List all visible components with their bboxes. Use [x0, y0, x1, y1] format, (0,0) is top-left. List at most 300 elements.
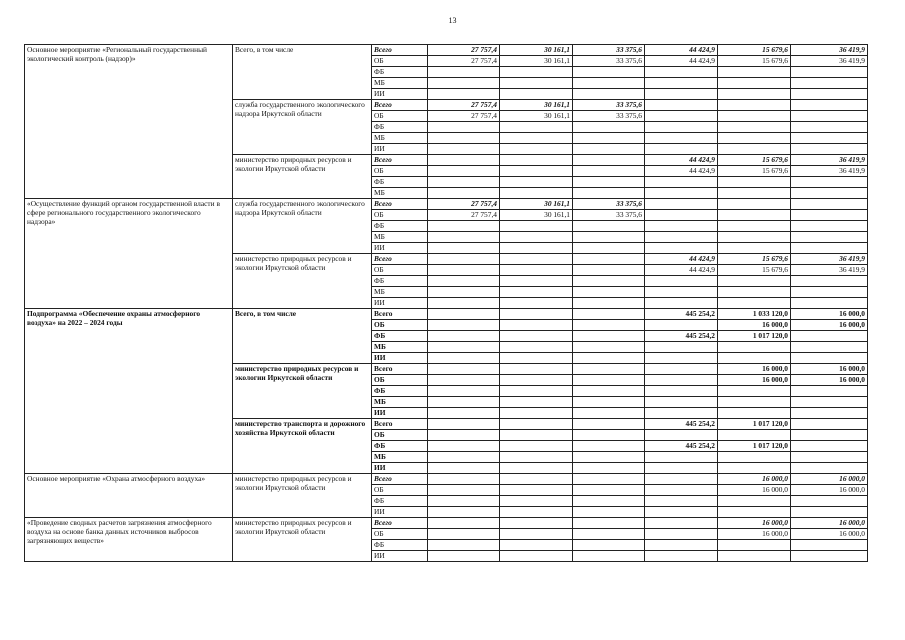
value-cell	[791, 342, 868, 353]
value-cell	[573, 529, 645, 540]
value-cell: 27 757,4	[428, 199, 500, 210]
executor-cell: служба государственного экологического надзора Иркутской области	[233, 199, 372, 254]
value-cell	[718, 144, 791, 155]
funding-source-cell: ОБ	[372, 485, 428, 496]
value-cell	[573, 320, 645, 331]
value-cell	[500, 276, 573, 287]
value-cell: 27 757,4	[428, 56, 500, 67]
value-cell: 16 000,0	[791, 375, 868, 386]
funding-source-cell: ФБ	[372, 496, 428, 507]
value-cell	[573, 144, 645, 155]
value-cell	[645, 100, 718, 111]
value-cell: 33 375,6	[573, 111, 645, 122]
value-cell	[428, 397, 500, 408]
value-cell	[645, 430, 718, 441]
funding-source-cell: МБ	[372, 133, 428, 144]
value-cell: 15 679,6	[718, 166, 791, 177]
funding-source-cell: ФБ	[372, 540, 428, 551]
value-cell: 16 000,0	[791, 364, 868, 375]
value-cell	[500, 309, 573, 320]
value-cell	[573, 551, 645, 562]
value-cell: 445 254,2	[645, 419, 718, 430]
value-cell: 30 161,1	[500, 100, 573, 111]
value-cell	[573, 243, 645, 254]
funding-source-cell: Всего	[372, 474, 428, 485]
value-cell	[573, 463, 645, 474]
value-cell	[500, 298, 573, 309]
value-cell	[428, 133, 500, 144]
value-cell: 36 419,9	[791, 56, 868, 67]
value-cell	[791, 419, 868, 430]
value-cell	[428, 298, 500, 309]
value-cell	[573, 430, 645, 441]
funding-source-cell: Всего	[372, 419, 428, 430]
value-cell	[718, 78, 791, 89]
value-cell	[573, 331, 645, 342]
value-cell	[500, 474, 573, 485]
value-cell	[428, 507, 500, 518]
value-cell	[718, 496, 791, 507]
executor-cell: министерство природных ресурсов и экологии Иркутской области	[233, 474, 372, 518]
funding-source-cell: ФБ	[372, 177, 428, 188]
value-cell	[500, 67, 573, 78]
value-cell: 36 419,9	[791, 166, 868, 177]
value-cell	[500, 496, 573, 507]
value-cell	[791, 221, 868, 232]
value-cell	[573, 188, 645, 199]
value-cell: 15 679,6	[718, 45, 791, 56]
value-cell	[573, 67, 645, 78]
value-cell	[718, 298, 791, 309]
value-cell	[573, 265, 645, 276]
value-cell	[645, 111, 718, 122]
value-cell	[500, 364, 573, 375]
value-cell	[791, 78, 868, 89]
value-cell: 30 161,1	[500, 45, 573, 56]
value-cell	[718, 397, 791, 408]
executor-cell: министерство природных ресурсов и экологии Иркутской области	[233, 364, 372, 419]
value-cell: 16 000,0	[791, 320, 868, 331]
value-cell	[791, 276, 868, 287]
value-cell: 44 424,9	[645, 166, 718, 177]
value-cell	[718, 551, 791, 562]
value-cell: 16 000,0	[791, 485, 868, 496]
value-cell: 36 419,9	[791, 254, 868, 265]
value-cell	[718, 199, 791, 210]
value-cell	[645, 221, 718, 232]
value-cell: 36 419,9	[791, 155, 868, 166]
value-cell	[645, 89, 718, 100]
value-cell	[500, 353, 573, 364]
value-cell	[428, 452, 500, 463]
value-cell	[428, 122, 500, 133]
value-cell	[573, 474, 645, 485]
value-cell	[718, 100, 791, 111]
executor-cell: министерство природных ресурсов и экологии Иркутской области	[233, 518, 372, 562]
value-cell	[718, 89, 791, 100]
budget-table	[24, 44, 868, 562]
value-cell	[428, 254, 500, 265]
funding-source-cell: ИИ	[372, 243, 428, 254]
value-cell	[718, 452, 791, 463]
value-cell	[791, 89, 868, 100]
value-cell	[645, 243, 718, 254]
funding-source-cell: ФБ	[372, 67, 428, 78]
value-cell	[645, 320, 718, 331]
value-cell	[573, 287, 645, 298]
funding-source-cell: ОБ	[372, 265, 428, 276]
funding-source-cell: Всего	[372, 100, 428, 111]
value-cell	[428, 364, 500, 375]
value-cell	[645, 133, 718, 144]
value-cell	[573, 386, 645, 397]
funding-source-cell: ИИ	[372, 298, 428, 309]
value-cell	[791, 331, 868, 342]
value-cell	[428, 353, 500, 364]
funding-source-cell: ФБ	[372, 221, 428, 232]
value-cell	[428, 177, 500, 188]
value-cell	[500, 386, 573, 397]
value-cell	[500, 122, 573, 133]
value-cell	[500, 529, 573, 540]
value-cell	[428, 518, 500, 529]
value-cell: 33 375,6	[573, 45, 645, 56]
value-cell	[573, 353, 645, 364]
value-cell: 445 254,2	[645, 441, 718, 452]
value-cell	[791, 177, 868, 188]
funding-source-cell: ФБ	[372, 122, 428, 133]
funding-source-cell: ИИ	[372, 408, 428, 419]
value-cell	[645, 342, 718, 353]
value-cell	[573, 397, 645, 408]
value-cell	[573, 78, 645, 89]
value-cell	[500, 408, 573, 419]
value-cell: 33 375,6	[573, 56, 645, 67]
table-row	[25, 199, 868, 210]
value-cell	[573, 540, 645, 551]
value-cell: 27 757,4	[428, 210, 500, 221]
value-cell	[791, 67, 868, 78]
value-cell	[791, 188, 868, 199]
value-cell	[645, 452, 718, 463]
value-cell: 16 000,0	[718, 485, 791, 496]
value-cell	[500, 419, 573, 430]
value-cell	[500, 254, 573, 265]
value-cell	[573, 496, 645, 507]
funding-source-cell: МБ	[372, 452, 428, 463]
funding-source-cell: ИИ	[372, 551, 428, 562]
funding-source-cell: ФБ	[372, 331, 428, 342]
measure-title: Подпрограмма «Обеспечение охраны атмосферного воздуха» на 2022 – 2024 годы	[25, 309, 233, 474]
value-cell	[645, 529, 718, 540]
value-cell	[645, 518, 718, 529]
value-cell	[500, 166, 573, 177]
executor-cell: Всего, в том числе	[233, 45, 372, 100]
funding-source-cell: ОБ	[372, 320, 428, 331]
value-cell	[500, 232, 573, 243]
value-cell	[791, 133, 868, 144]
value-cell	[573, 133, 645, 144]
value-cell	[428, 551, 500, 562]
value-cell	[500, 133, 573, 144]
value-cell	[791, 507, 868, 518]
value-cell	[428, 419, 500, 430]
value-cell	[645, 496, 718, 507]
value-cell	[791, 540, 868, 551]
value-cell	[428, 474, 500, 485]
value-cell	[718, 507, 791, 518]
value-cell	[791, 353, 868, 364]
value-cell	[428, 386, 500, 397]
value-cell	[500, 551, 573, 562]
value-cell: 15 679,6	[718, 254, 791, 265]
value-cell	[645, 287, 718, 298]
funding-source-cell: ОБ	[372, 430, 428, 441]
value-cell	[428, 408, 500, 419]
value-cell	[791, 243, 868, 254]
value-cell	[428, 342, 500, 353]
value-cell	[645, 298, 718, 309]
value-cell	[573, 485, 645, 496]
value-cell	[645, 386, 718, 397]
value-cell: 16 000,0	[791, 529, 868, 540]
value-cell	[645, 210, 718, 221]
value-cell	[791, 122, 868, 133]
value-cell	[428, 496, 500, 507]
value-cell: 27 757,4	[428, 111, 500, 122]
value-cell: 30 161,1	[500, 210, 573, 221]
value-cell	[428, 331, 500, 342]
value-cell	[428, 375, 500, 386]
value-cell	[573, 364, 645, 375]
value-cell	[791, 551, 868, 562]
value-cell	[500, 507, 573, 518]
value-cell	[791, 397, 868, 408]
value-cell	[573, 177, 645, 188]
value-cell	[573, 166, 645, 177]
value-cell	[718, 188, 791, 199]
value-cell	[573, 408, 645, 419]
funding-source-cell: ОБ	[372, 56, 428, 67]
value-cell	[428, 67, 500, 78]
value-cell	[791, 111, 868, 122]
value-cell: 36 419,9	[791, 45, 868, 56]
value-cell	[428, 221, 500, 232]
measure-title: «Осуществление функций органом государственной власти в сфере регионального государственного экологического надзора»	[25, 199, 233, 309]
value-cell	[573, 507, 645, 518]
value-cell: 16 000,0	[718, 518, 791, 529]
value-cell	[718, 232, 791, 243]
value-cell	[645, 353, 718, 364]
value-cell	[573, 518, 645, 529]
value-cell	[428, 232, 500, 243]
value-cell	[428, 441, 500, 452]
funding-source-cell: ОБ	[372, 210, 428, 221]
value-cell	[573, 342, 645, 353]
value-cell	[791, 441, 868, 452]
funding-source-cell: МБ	[372, 232, 428, 243]
value-cell	[428, 529, 500, 540]
value-cell	[500, 518, 573, 529]
value-cell	[500, 320, 573, 331]
value-cell: 16 000,0	[718, 320, 791, 331]
value-cell	[718, 243, 791, 254]
value-cell: 30 161,1	[500, 111, 573, 122]
value-cell	[791, 199, 868, 210]
value-cell	[791, 496, 868, 507]
value-cell	[718, 386, 791, 397]
value-cell	[718, 463, 791, 474]
value-cell	[428, 430, 500, 441]
value-cell	[573, 232, 645, 243]
value-cell	[645, 375, 718, 386]
value-cell	[500, 452, 573, 463]
value-cell: 1 017 120,0	[718, 331, 791, 342]
value-cell	[500, 221, 573, 232]
value-cell	[645, 188, 718, 199]
value-cell: 15 679,6	[718, 155, 791, 166]
value-cell	[573, 221, 645, 232]
value-cell	[718, 287, 791, 298]
funding-source-cell: ФБ	[372, 386, 428, 397]
value-cell	[428, 144, 500, 155]
value-cell	[791, 463, 868, 474]
page-number: 13	[448, 16, 457, 25]
value-cell	[500, 397, 573, 408]
value-cell	[645, 397, 718, 408]
value-cell: 15 679,6	[718, 265, 791, 276]
value-cell: 33 375,6	[573, 199, 645, 210]
value-cell: 44 424,9	[645, 45, 718, 56]
value-cell	[428, 155, 500, 166]
value-cell	[428, 485, 500, 496]
value-cell: 44 424,9	[645, 254, 718, 265]
funding-source-cell: ИИ	[372, 507, 428, 518]
value-cell	[573, 89, 645, 100]
funding-source-cell: ИИ	[372, 144, 428, 155]
value-cell	[500, 540, 573, 551]
value-cell	[573, 419, 645, 430]
value-cell	[428, 89, 500, 100]
value-cell	[645, 551, 718, 562]
value-cell: 30 161,1	[500, 56, 573, 67]
value-cell	[645, 485, 718, 496]
value-cell: 16 000,0	[718, 364, 791, 375]
measure-title: «Проведение сводных расчетов загрязнения атмосферного воздуха на основе банка данных источников выбросов загрязняющих веществ»	[25, 518, 233, 562]
value-cell	[645, 144, 718, 155]
funding-source-cell: МБ	[372, 287, 428, 298]
value-cell	[428, 320, 500, 331]
value-cell	[718, 430, 791, 441]
value-cell: 15 679,6	[718, 56, 791, 67]
value-cell	[718, 67, 791, 78]
measure-title: Основное мероприятие «Охрана атмосферного воздуха»	[25, 474, 233, 518]
value-cell	[428, 463, 500, 474]
funding-source-cell: ИИ	[372, 353, 428, 364]
value-cell: 33 375,6	[573, 210, 645, 221]
value-cell	[791, 298, 868, 309]
value-cell: 1 017 120,0	[718, 419, 791, 430]
value-cell	[500, 375, 573, 386]
value-cell	[791, 210, 868, 221]
value-cell	[791, 100, 868, 111]
value-cell	[500, 485, 573, 496]
value-cell: 16 000,0	[791, 309, 868, 320]
funding-source-cell: МБ	[372, 342, 428, 353]
measure-title: Основное мероприятие «Региональный государственный экологический контроль (надзор)»	[25, 45, 233, 199]
funding-source-cell: ОБ	[372, 529, 428, 540]
funding-source-cell: МБ	[372, 397, 428, 408]
funding-source-cell: ИИ	[372, 463, 428, 474]
value-cell	[573, 309, 645, 320]
funding-source-cell: Всего	[372, 199, 428, 210]
executor-cell: министерство природных ресурсов и экологии Иркутской области	[233, 254, 372, 309]
funding-source-cell: МБ	[372, 188, 428, 199]
funding-source-cell: ОБ	[372, 166, 428, 177]
table-row	[25, 45, 868, 56]
funding-source-cell: ОБ	[372, 375, 428, 386]
funding-source-cell: МБ	[372, 78, 428, 89]
table-row	[25, 309, 868, 320]
value-cell: 36 419,9	[791, 265, 868, 276]
value-cell	[645, 507, 718, 518]
value-cell: 16 000,0	[718, 474, 791, 485]
value-cell: 44 424,9	[645, 56, 718, 67]
value-cell	[791, 452, 868, 463]
value-cell	[428, 276, 500, 287]
value-cell	[428, 243, 500, 254]
value-cell	[500, 89, 573, 100]
executor-cell: Всего, в том числе	[233, 309, 372, 364]
value-cell	[500, 243, 573, 254]
value-cell	[645, 78, 718, 89]
executor-cell: министерство природных ресурсов и экологии Иркутской области	[233, 155, 372, 199]
value-cell	[718, 133, 791, 144]
funding-source-cell: Всего	[372, 518, 428, 529]
value-cell	[791, 430, 868, 441]
value-cell	[718, 353, 791, 364]
value-cell: 16 000,0	[718, 529, 791, 540]
value-cell	[500, 144, 573, 155]
value-cell	[645, 232, 718, 243]
value-cell: 16 000,0	[791, 518, 868, 529]
value-cell	[645, 276, 718, 287]
value-cell	[500, 331, 573, 342]
value-cell	[573, 375, 645, 386]
executor-cell: министерство транспорта и дорожного хозяйства Иркутской области	[233, 419, 372, 474]
value-cell	[573, 452, 645, 463]
value-cell	[718, 111, 791, 122]
value-cell	[428, 78, 500, 89]
value-cell	[645, 199, 718, 210]
value-cell: 16 000,0	[718, 375, 791, 386]
value-cell	[791, 232, 868, 243]
value-cell	[428, 166, 500, 177]
funding-source-cell: Всего	[372, 364, 428, 375]
value-cell	[718, 276, 791, 287]
value-cell: 33 375,6	[573, 100, 645, 111]
value-cell	[500, 188, 573, 199]
value-cell	[791, 287, 868, 298]
value-cell	[428, 265, 500, 276]
value-cell	[573, 441, 645, 452]
value-cell	[500, 342, 573, 353]
funding-source-cell: ФБ	[372, 441, 428, 452]
value-cell	[573, 298, 645, 309]
funding-source-cell: Всего	[372, 254, 428, 265]
value-cell	[500, 265, 573, 276]
value-cell	[791, 408, 868, 419]
